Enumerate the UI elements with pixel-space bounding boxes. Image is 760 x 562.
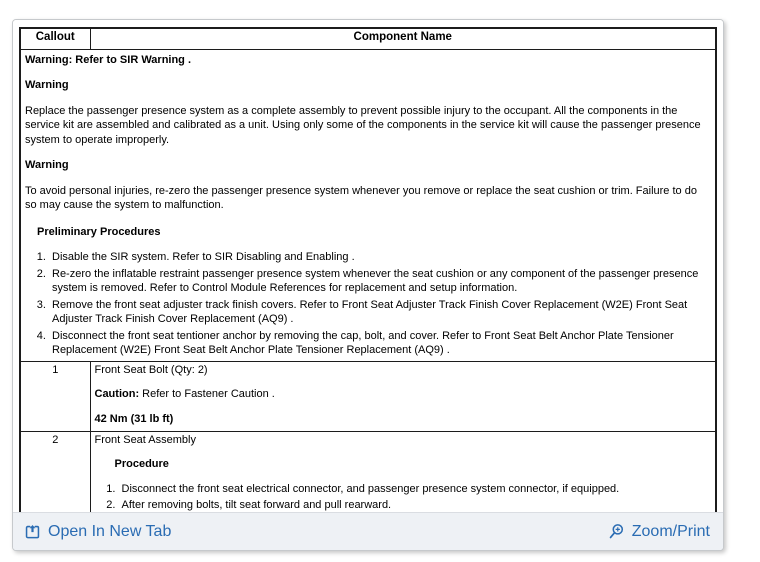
callout-number: 1 bbox=[20, 361, 90, 431]
preliminary-procedures-title: Preliminary Procedures bbox=[37, 225, 161, 238]
warning-label: Warning bbox=[25, 79, 69, 91]
caution-label: Caution: bbox=[94, 388, 140, 400]
table-row bbox=[20, 431, 716, 512]
footer-toolbar bbox=[13, 512, 723, 550]
warning-paragraph: Replace the passenger presence system as a complete assembly to prevent possible injury to the occupant. All the components in the service kit are assembled and calibrated as a unit. Using only some of the components in the service kit will cause the passenger presence system to operate improperly. bbox=[25, 104, 701, 146]
sir-warning-text: Warning: Refer to SIR Warning . bbox=[25, 53, 192, 66]
list-item: 1. Disconnect the front seat electrical connector, and passenger presence system connector, if equipped. bbox=[119, 482, 712, 497]
warning-row bbox=[20, 49, 716, 361]
warning-paragraph: To avoid personal injuries, re-zero the passenger presence system whenever you remove or replace the seat cushion or trim. Failure to do so may cause the system to malfunction. bbox=[25, 184, 697, 211]
preliminary-procedures-list bbox=[25, 250, 711, 358]
component-name-text: Front Seat Bolt (Qty: 2) bbox=[94, 363, 208, 376]
open-in-new-tab-button[interactable] bbox=[24, 523, 171, 540]
caution-line bbox=[95, 387, 712, 402]
caution-text: Refer to Fastener Caution . bbox=[139, 388, 275, 400]
open-in-new-tab-icon bbox=[24, 523, 41, 540]
open-in-new-tab-label: Open In New Tab bbox=[48, 522, 172, 540]
service-info-panel bbox=[12, 19, 724, 551]
document-area bbox=[13, 20, 723, 512]
table-row bbox=[20, 361, 716, 431]
component-cell bbox=[90, 361, 716, 431]
warning-label: Warning bbox=[25, 159, 69, 171]
warning-cell bbox=[20, 49, 716, 361]
torque-spec: 42 Nm (31 lb ft) bbox=[94, 412, 174, 425]
table-header-row bbox=[20, 28, 716, 49]
procedure-steps-list bbox=[95, 482, 712, 513]
component-name-column-header: Component Name bbox=[90, 28, 716, 49]
component-cell bbox=[90, 431, 716, 512]
list-item: 2. Re-zero the inflatable restraint passenger presence system whenever the seat cushion or any component of the passenger presence system is removed. Refer to Control Module References for replacement and setup information. bbox=[49, 267, 711, 296]
list-item: 4. Disconnect the front seat tentioner anchor by removing the cap, bolt, and cover. Refer to Front Seat Belt Anchor Plate Tensioner Replacement (W2E) Front Seat Belt Anchor Plate Tensioner Replacement (AQ9) . bbox=[49, 329, 711, 358]
list-item: 1. Disable the SIR system. Refer to SIR Disabling and Enabling . bbox=[49, 250, 711, 265]
zoom-print-button[interactable] bbox=[608, 523, 710, 540]
zoom-plus-icon bbox=[608, 523, 625, 540]
callout-column-header: Callout bbox=[20, 28, 90, 49]
component-table bbox=[19, 27, 717, 512]
list-item: 2. After removing bolts, tilt seat forward and pull rearward. bbox=[119, 498, 712, 512]
procedure-title: Procedure bbox=[114, 458, 169, 470]
component-name-text: Front Seat Assembly bbox=[94, 433, 196, 446]
zoom-print-label: Zoom/Print bbox=[631, 522, 710, 540]
list-item: 3. Remove the front seat adjuster track finish covers. Refer to Front Seat Adjuster Track Finish Cover Replacement (W2E) Front Seat Adjuster Track Finish Cover Replacement (AQ9) . bbox=[49, 298, 711, 327]
callout-number: 2 bbox=[20, 431, 90, 512]
